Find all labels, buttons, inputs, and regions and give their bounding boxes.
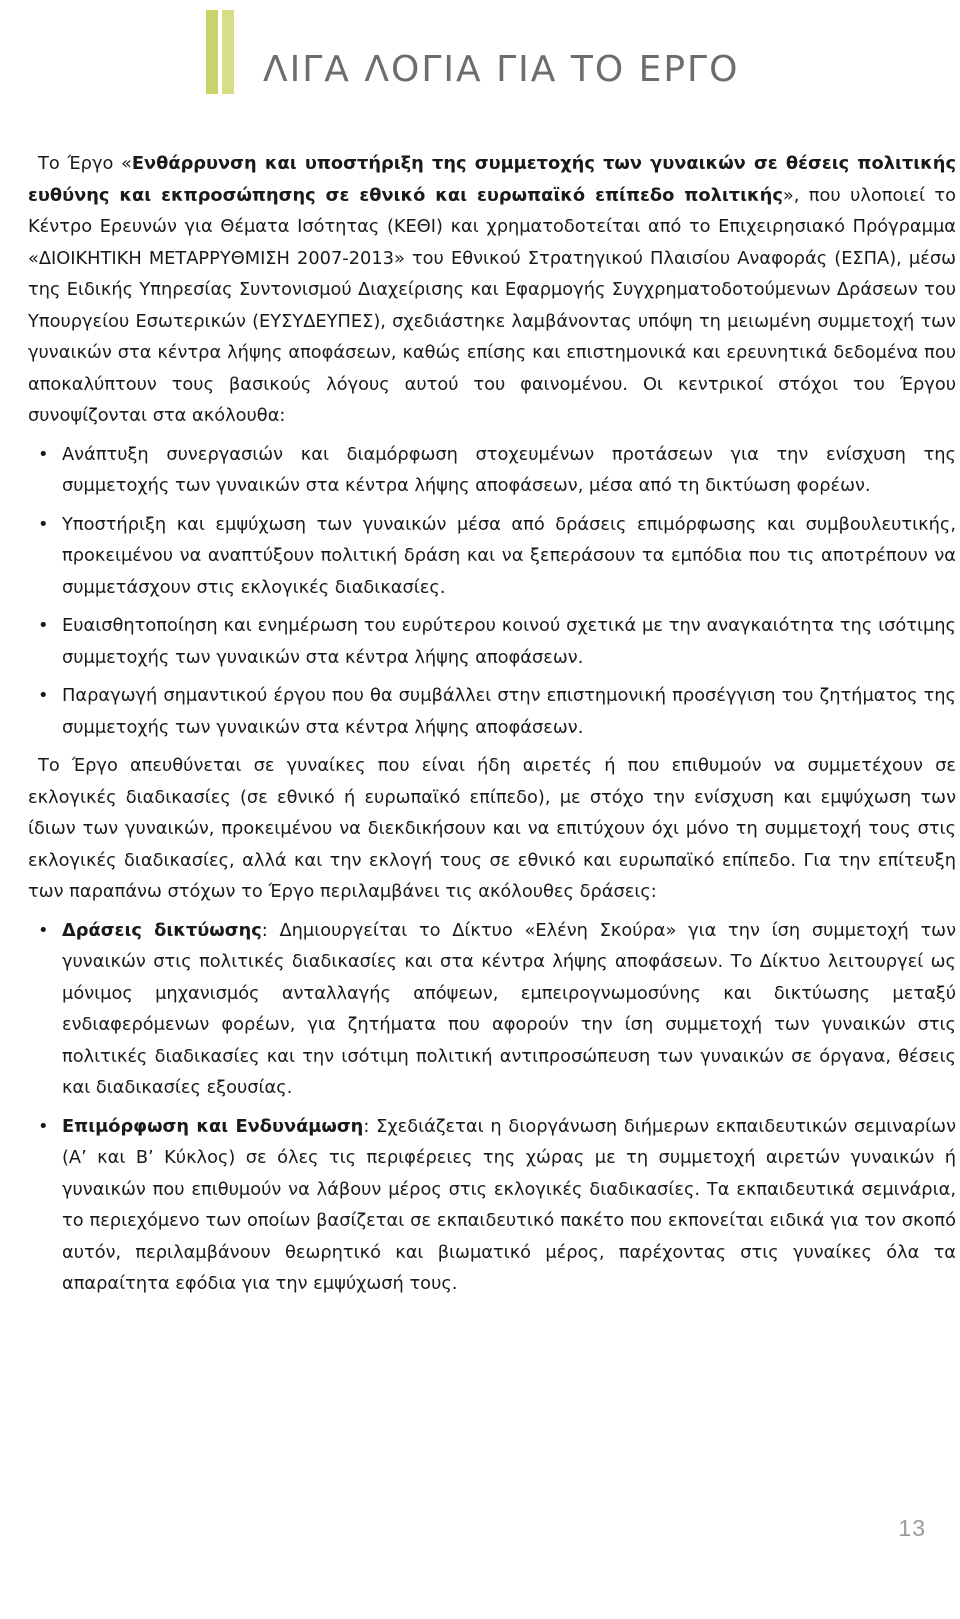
action-text: : Σχεδιάζεται η διοργάνωση διήμερων εκπαιδευτικών σεμιναρίων (Α’ και Β’ Κύκλος) σε όλες τις περιφέρειες της χώρας με τη συμμετοχή αιρετών γυναικών ή γυναικών που επιθυμούν να λάβουν μέρος στις εκλογικές διαδικασίες. Τα εκπαιδευτικά σεμινάρια, το περιεχόμενο των οποίων βασίζεται σε εκπαιδευτικό πακέτο που εκπονείται ειδικά για τον σκοπό αυτόν, περιλαμβάνουν θεωρητικό και βιωματικό μέρος, παρέχοντας στις γυναίκες όλα τα απαραίτητα εφόδια για την εμψύχωσή τους. (62, 1115, 957, 1294)
list-item (28, 680, 956, 743)
page-title: ΛΙΓΑ ΛΟΓΙΑ ΓΙΑ ΤΟ ΕΡΓΟ (263, 49, 740, 90)
list-item (28, 915, 956, 1104)
bullet-icon: • (38, 615, 49, 636)
bullet-icon: • (38, 919, 49, 941)
list-item (28, 439, 956, 502)
accent-bar (206, 10, 218, 94)
list-item (28, 509, 956, 604)
body-text (28, 148, 956, 1307)
project-title: Ενθάρρυνση και υποστήριξη της συμμετοχής των γυναικών σε θέσεις πολιτικής ευθύνης και εκπροσώπησης σε εθνικό και ευρωπαϊκό επίπεδο πολιτικής (28, 153, 956, 206)
goal-text: Υποστήριξη και εμψύχωση των γυναικών μέσα από δράσεις επιμόρφωσης και συμβουλευτικής, προκειμένου να αναπτύξουν πολιτική δράση και να ξεπεράσουν τα εμπόδια που τις αποτρέπουν να συμμετάσχουν στις εκλογικές διαδικασίες. (62, 513, 956, 598)
bullet-icon: • (38, 685, 49, 706)
goal-text: Ανάπτυξη συνεργασιών και διαμόρφωση στοχευμένων προτάσεων για την ενίσχυση της συμμετοχής των γυναικών στα κέντρα λήψης αποφάσεων, μέσα από τη δικτύωση φορέων. (62, 443, 956, 496)
intro-paragraph (28, 148, 956, 432)
goal-text: Παραγωγή σημαντικού έργου που θα συμβάλλει στην επιστημονική προσέγγιση του ζητήματος της συμμετοχής των γυναικών στα κέντρα λήψης αποφάσεων. (62, 685, 956, 738)
action-label: Δράσεις δικτύωσης (62, 919, 262, 941)
accent-bar-secondary (222, 10, 234, 94)
action-text: : Δημιουργείται το Δίκτυο «Ελένη Σκούρα» για την ίση συμμετοχή των γυναικών στις πολιτικές διαδικασίες και στα κέντρα λήψης αποφάσεων. Το Δίκτυο λειτουργεί ως μόνιμος μηχανισμός ανταλλαγής απόψεων, εμπειρογνωμοσύνης και δικτύωσης μεταξύ ενδιαφερόμενων φορέων, για ζητήματα που αφορούν την ίση συμμετοχή των γυναικών στις πολιτικές διαδικασίες και την ισότιμη πολιτική αντιπροσώπευση των γυναικών σε όργανα, θέσεις και διαδικασίες εξουσίας. (62, 919, 956, 1098)
bullet-icon: • (38, 443, 49, 465)
bullet-icon: • (38, 513, 49, 535)
intro-post: », που υλοποιεί το Κέντρο Ερευνών για Θέματα Ισότητας (ΚΕΘΙ) και χρηματοδοτείται από το Επιχειρησιακό Πρόγραμμα «ΔΙΟΙΚΗΤΙΚΗ ΜΕΤΑΡΡΥΘΜΙΣΗ 2007-2013» του Εθνικού Στρατηγικού Πλαισίου Αναφοράς (ΕΣΠΑ), μέσω της Ειδικής Υπηρεσίας Συντονισμού Διαχείρισης και Εφαρμογής Συγχρηματοδοτούμενων Δράσεων του Υπουργείου Εσωτερικών (ΕΥΣΥΔΕΥΠΕΣ), σχεδιάστηκε λαμβάνοντας υπόψη τη μειωμένη συμμετοχή των γυναικών στα κέντρα λήψης αποφάσεων, καθώς επίσης και επιστημονικά και ερευνητικά δεδομένα που αποκαλύπτουν τους βασικούς λόγους αυτού του φαινομένου. Οι κεντρικοί στόχοι του Έργου συνοψίζονται στα ακόλουθα: (28, 184, 956, 426)
actions-list (28, 915, 956, 1300)
intro-pre: Το Έργο « (38, 153, 132, 174)
page-number: 13 (898, 1515, 926, 1541)
bullet-icon: • (38, 1115, 49, 1137)
list-item (28, 1111, 956, 1300)
action-label: Επιμόρφωση και Ενδυνάμωση (62, 1115, 364, 1137)
goals-list (28, 439, 956, 744)
list-item (28, 610, 956, 673)
audience-paragraph: Το Έργο απευθύνεται σε γυναίκες που είναι ήδη αιρετές ή που επιθυμούν να συμμετέχουν σε εκλογικές διαδικασίες (σε εθνικό ή ευρωπαϊκό επίπεδο), με στόχο την ενίσχυση και εμψύχωση των ίδιων των γυναικών, προκειμένου να διεκδικήσουν και να επιτύχουν όχι μόνο τη συμμετοχή τους στις εκλογικές διαδικασίες, αλλά και την εκλογή τους σε εθνικό και ευρωπαϊκό επίπεδο. Για την επίτευξη των παραπάνω στόχων το Έργο περιλαμβάνει τις ακόλουθες δράσεις: (28, 755, 956, 902)
goal-text: Ευαισθητοποίηση και ενημέρωση του ευρύτερου κοινού σχετικά με την αναγκαιότητα της ισότιμης συμμετοχής των γυναικών στα κέντρα λήψης αποφάσεων. (62, 615, 956, 668)
